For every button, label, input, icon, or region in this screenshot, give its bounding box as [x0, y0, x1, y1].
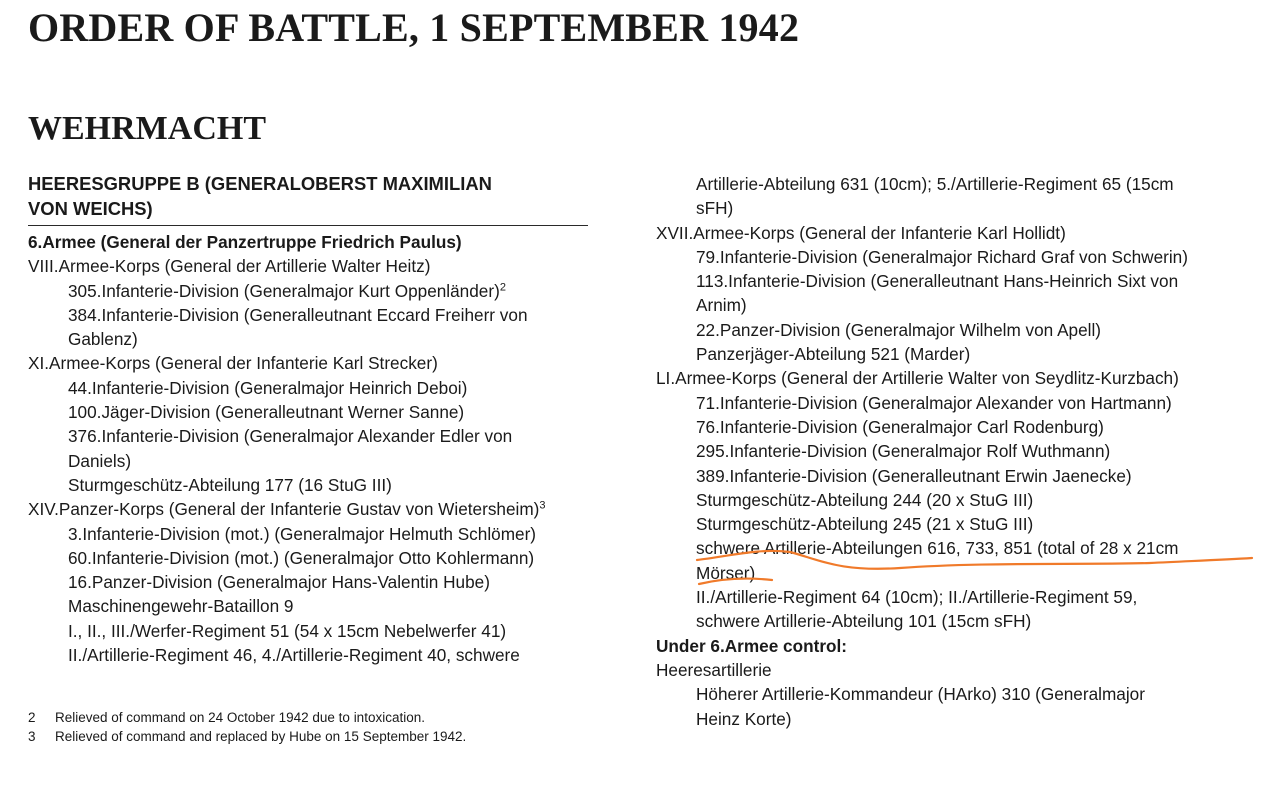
unit-entry: 384.Infanterie-Division (Generalleutnant Eccard Freiherr von: [68, 304, 528, 325]
unit-entry: 22.Panzer-Division (Generalmajor Wilhelm von Apell): [696, 319, 1102, 340]
footnote: [28, 727, 466, 746]
unit-entry: 79.Infanterie-Division (Generalmajor Richard Graf von Schwerin): [696, 246, 1188, 267]
corps-entry: VIII.Armee-Korps (General der Artillerie Walter Heitz): [28, 256, 431, 277]
unit-entry-cont: Arnim): [696, 295, 747, 316]
unit-entry: 44.Infanterie-Division (Generalmajor Heinrich Deboi): [68, 377, 468, 398]
corps-entry: XVII.Armee-Korps (General der Infanterie Karl Hollidt): [656, 222, 1066, 243]
corps-entry: XI.Armee-Korps (General der Infanterie Karl Strecker): [28, 353, 438, 374]
unit-entry: 113.Infanterie-Division (Generalleutnant Hans-Heinrich Sixt von: [696, 271, 1179, 292]
unit-entry: 295.Infanterie-Division (Generalmajor Rolf Wuthmann): [696, 441, 1111, 462]
army-group-heading: [28, 172, 588, 226]
unit-entry: Sturmgeschütz-Abteilung 245 (21 x StuG III): [696, 514, 1034, 535]
corps-entry: [28, 497, 623, 521]
unit-entry: I., II., III./Werfer-Regiment 51 (54 x 15cm Nebelwerfer 41): [68, 620, 507, 641]
control-heading: Under 6.Armee control:: [656, 635, 848, 656]
unit-text: 305.Infanterie-Division (Generalmajor Kurt Oppenländer): [68, 280, 500, 301]
unit-entry-cont: Daniels): [68, 450, 132, 471]
footnote-ref[interactable]: 2: [499, 280, 506, 293]
unit-entry-cont: schwere Artillerie-Abteilung 101 (15cm sFH): [696, 611, 1032, 632]
corps-entry: LI.Armee-Korps (General der Artillerie Walter von Seydlitz-Kurzbach): [656, 368, 1179, 389]
unit-entry-cont: Artillerie-Abteilung 631 (10cm); 5./Artillerie-Regiment 65 (15cm: [696, 174, 1174, 194]
army-entry: 6.Armee (General der Panzertruppe Friedrich Paulus): [28, 232, 462, 252]
unit-entry: 3.Infanterie-Division (mot.) (Generalmajor Helmuth Schlömer): [68, 523, 537, 544]
left-column: [28, 172, 623, 667]
highlighted-unit-entry-cont: Mörser): [696, 562, 756, 583]
unit-entry: 389.Infanterie-Division (Generalleutnant Erwin Jaenecke): [696, 465, 1132, 486]
unit-entry-cont: Heinz Korte): [696, 708, 792, 729]
unit-entry: 76.Infanterie-Division (Generalmajor Carl Rodenburg): [696, 416, 1104, 437]
page-title: ORDER OF BATTLE, 1 SEPTEMBER 1942: [28, 5, 800, 50]
army-group-heading-line: HEERESGRUPPE B (GENERALOBERST MAXIMILIAN: [28, 173, 492, 194]
unit-entry-cont: sFH): [696, 198, 734, 219]
unit-entry: 16.Panzer-Division (Generalmajor Hans-Valentin Hube): [68, 572, 490, 593]
unit-entry: II./Artillerie-Regiment 46, 4./Artillerie-Regiment 40, schwere: [68, 645, 520, 666]
section-title: WEHRMACHT: [28, 110, 266, 147]
unit-entry: Maschinengewehr-Bataillon 9: [68, 596, 294, 617]
unit-entry: [28, 279, 623, 303]
corps-text: XIV.Panzer-Korps (General der Infanterie Gustav von Wietersheim): [28, 499, 540, 520]
unit-entry: II./Artillerie-Regiment 64 (10cm); II./Artillerie-Regiment 59,: [696, 587, 1138, 608]
unit-entry: Sturmgeschütz-Abteilung 177 (16 StuG III): [68, 474, 392, 495]
unit-entry: Höherer Artillerie-Kommandeur (HArko) 310 (Generalmajor: [696, 684, 1145, 705]
footnote-number: 3: [28, 729, 36, 744]
unit-entry: Panzerjäger-Abteilung 521 (Marder): [696, 344, 971, 365]
footnote-ref[interactable]: 3: [539, 499, 546, 512]
unit-entry: 71.Infanterie-Division (Generalmajor Alexander von Hartmann): [696, 392, 1172, 413]
unit-entry: 60.Infanterie-Division (mot.) (Generalmajor Otto Kohlermann): [68, 547, 535, 568]
army-group-heading-line: VON WEICHS): [28, 197, 153, 219]
footnote-text: Relieved of command on 24 October 1942 due to intoxication.: [55, 710, 425, 725]
unit-entry: 100.Jäger-Division (Generalleutnant Werner Sanne): [68, 402, 465, 423]
corps-entry: Heeresartillerie: [656, 659, 772, 680]
footnote-number: 2: [28, 710, 36, 725]
highlighted-unit-entry: schwere Artillerie-Abteilungen 616, 733, 851 (total of 28 x 21cm: [696, 538, 1179, 559]
footnote: [28, 708, 466, 727]
right-column: [656, 172, 1256, 731]
unit-entry-cont: Gablenz): [68, 329, 138, 350]
footnotes: [28, 708, 466, 746]
footnote-text: Relieved of command and replaced by Hube on 15 September 1942.: [55, 729, 467, 744]
unit-entry: 376.Infanterie-Division (Generalmajor Alexander Edler von: [68, 426, 513, 447]
unit-entry: Sturmgeschütz-Abteilung 244 (20 x StuG III): [696, 489, 1034, 510]
